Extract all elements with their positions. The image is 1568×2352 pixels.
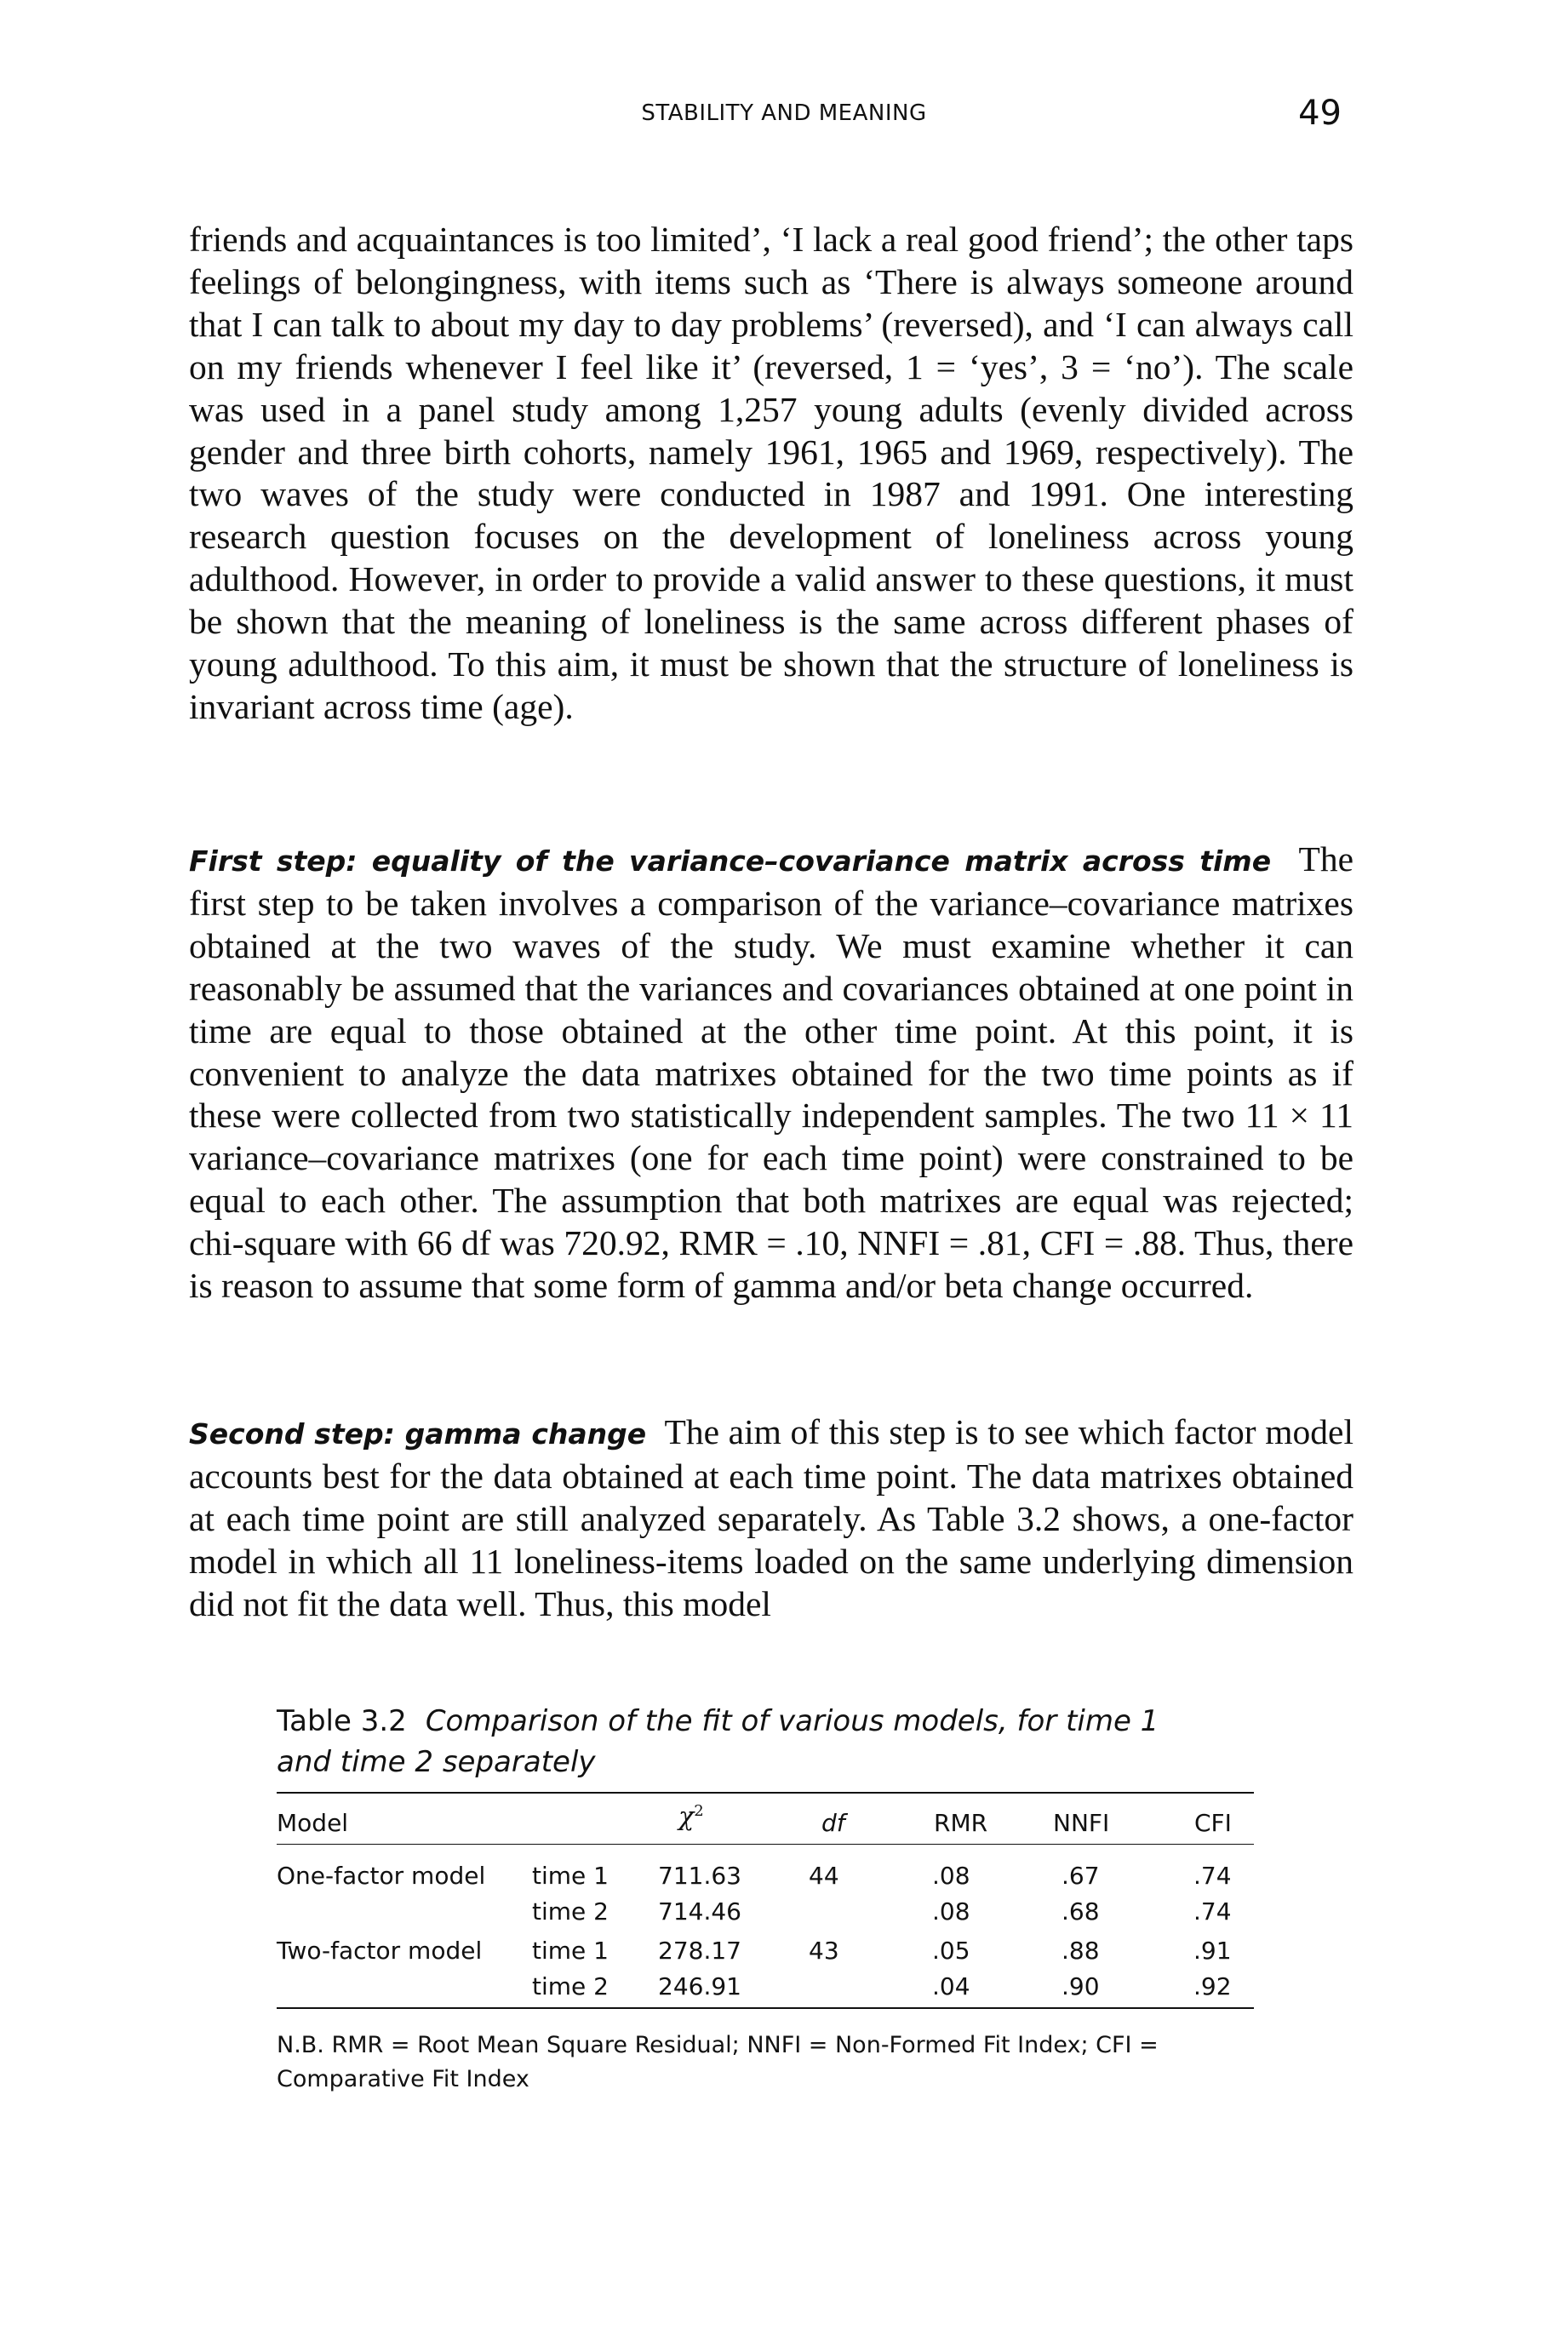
- row-2-chi2: 714.46: [658, 1897, 741, 1926]
- header-df: df: [821, 1809, 845, 1837]
- row-4-cfi: .92: [1193, 1972, 1232, 2000]
- header-nnfi: NNFI: [1053, 1809, 1110, 1837]
- row-1-cfi: .74: [1193, 1862, 1232, 1890]
- row-1-nnfi: .67: [1062, 1862, 1100, 1890]
- row-1-rmr: .08: [932, 1862, 970, 1890]
- paragraph-1: friends and acquaintances is too limited’, ‘I lack a real good friend’; the other taps feelings of belongingness, with items such as ‘There is always someone around that I can talk to about my day to day problems’ (reversed), and ‘I can always call on my friends whenever I feel like it’ (reversed, 1 = ‘yes’, 3 = ‘no’). The scale was used in a panel study among 1,257 young adults (evenly divided across gender and three birth cohorts, namely 1961, 1965 and 1969, respectively). The two waves of the study were conducted in 1987 and 1991. One interesting research question focuses on the development of loneliness across young adulthood. However, in order to provide a valid answer to these questions, it must be shown that the meaning of loneliness is the same across different phases of young adulthood. To this aim, it must be shown that the structure of loneliness is invariant across time (age).: [189, 220, 1353, 726]
- page-number: 49: [1298, 94, 1342, 133]
- paragraph-first-step-text: The first step to be taken involves a comparison of the variance–covariance matrixes obtained at the two waves of the study. We must examine whether it can reasonably be assumed that the variances and covariances obtained at one point in time are equal to those obtained at the other time point. At this point, it is convenient to analyze the data matrixes obtained for the two time points as if these were collected from two statistically independent samples. The two 11 × 11 variance–covariance matrixes (one for each time point) were constrained to be equal to each other. The assumption that both matrixes are equal was rejected; chi-square with 66 df was 720.92, RMR = .10, NNFI = .81, CFI = .88. Thus, there is reason to assume that some form of gamma and/or beta change occurred.: [189, 839, 1353, 1306]
- table-title: Comparison of the fit of various models, for time 1 and time 2 separately: [277, 1704, 1159, 1779]
- header-model: Model: [277, 1809, 349, 1837]
- table-caption: [277, 1701, 1179, 1783]
- header-cfi: CFI: [1194, 1809, 1232, 1837]
- row-2-nnfi: .68: [1062, 1897, 1100, 1926]
- paragraph-second-step-text: The aim of this step is to see which factor model accounts best for the data obtained at each time point. The data matrixes obtained at each time point are still analyzed separately. As Table 3.2 shows, a one-factor model in which all 11 loneliness-items loaded on the same underlying dimension did not fit the data well. Thus, this model: [189, 1412, 1353, 1623]
- row-3-time: time 1: [532, 1937, 609, 1965]
- row-2-time: time 2: [532, 1897, 609, 1926]
- row-3-df: 43: [809, 1937, 839, 1965]
- table-header-rule: [277, 1844, 1254, 1845]
- row-4-nnfi: .90: [1062, 1972, 1100, 2000]
- table-bottom-rule: [277, 2007, 1254, 2009]
- table-note: N.B. RMR = Root Mean Square Residual; NNFI = Non-Formed Fit Index; CFI = Comparative Fit Index: [277, 2032, 1159, 2092]
- run-in-heading-second-step: Second step: gamma change: [189, 1417, 647, 1451]
- row-2-cfi: .74: [1193, 1897, 1232, 1926]
- running-head: STABILITY AND MEANING: [641, 100, 927, 126]
- row-1-chi2: 711.63: [658, 1862, 741, 1890]
- row-1-df: 44: [809, 1862, 839, 1890]
- row-1-time: time 1: [532, 1862, 609, 1890]
- row-4-time: time 2: [532, 1972, 609, 2000]
- row-3-nnfi: .88: [1062, 1937, 1100, 1965]
- row-3-model: Two-factor model: [277, 1937, 483, 1965]
- header-chi-square: $\chi^2$: [678, 1802, 704, 1832]
- row-3-cfi: .91: [1193, 1937, 1232, 1965]
- row-3-chi2: 278.17: [658, 1937, 741, 1965]
- run-in-heading-first-step: First step: equality of the variance–covariance matrix across time: [189, 844, 1272, 878]
- header-rmr: RMR: [934, 1809, 988, 1837]
- table-top-rule: [277, 1792, 1254, 1794]
- paragraph-second-step: [189, 1411, 1353, 1626]
- row-4-rmr: .04: [932, 1972, 970, 2000]
- table-label: Table 3.2: [277, 1704, 407, 1738]
- row-4-chi2: 246.91: [658, 1972, 741, 2000]
- row-3-rmr: .05: [932, 1937, 970, 1965]
- paragraph-first-step: [189, 838, 1353, 1308]
- row-2-rmr: .08: [932, 1897, 970, 1926]
- row-1-model: One-factor model: [277, 1862, 486, 1890]
